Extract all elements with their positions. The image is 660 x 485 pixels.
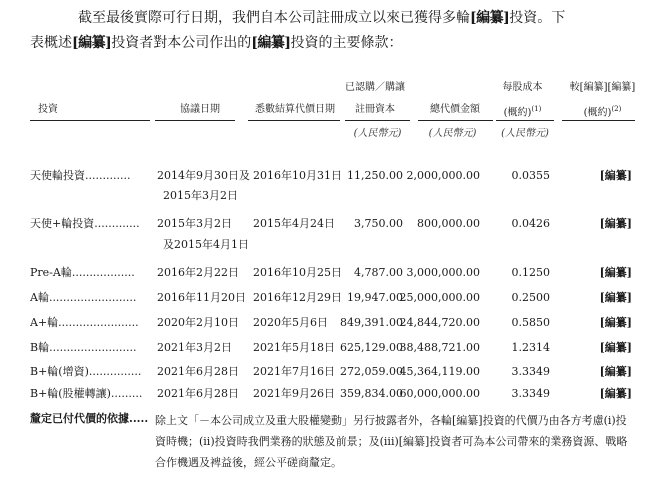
discount-redacted: [編纂] [599,387,632,400]
header-underline [345,120,410,121]
unit-label: (人民幣元) [428,128,477,139]
agreement-date: 2021年6月28日 [157,365,239,378]
registered-capital: 4,787.00 [354,266,403,279]
settlement-date: 2021年5月18日 [253,341,335,354]
intro-paragraph [30,6,650,56]
header-underline [30,120,150,121]
cost-per-share: 0.0426 [511,217,550,230]
total-consideration: 25,000,000.00 [399,291,480,304]
header-line: (概約) [503,107,532,119]
unit-label: (人民幣元) [501,128,549,139]
registered-capital: 11,250.00 [347,169,403,182]
registered-capital: 272,059.00 [340,365,403,378]
total-consideration: 800,000.00 [417,217,480,230]
round-name: 天使輪投資............. [30,169,131,182]
registered-capital: 625,129.00 [340,341,403,354]
footnote-ref: (2) [611,105,622,113]
discount-redacted: [編纂] [599,341,632,354]
settlement-date: 2015年4月24日 [253,217,335,230]
header-line: 註冊資本 [355,104,395,115]
header-underline [418,120,493,121]
round-name: A輪......................... [30,291,137,304]
header-line: 較[編纂][編纂] [569,82,636,93]
header-line: 已認購／購讓 [345,82,405,93]
agreement-date: 2016年11月20日 [157,291,246,304]
intro-text: 投資者對本公司作出的 [111,35,252,51]
settlement-date: 2016年12月29日 [253,291,342,304]
intro-text: 截至最後實際可行日期，我們自本公司註冊成立以來已獲得多輪 [78,10,470,26]
total-consideration: 45,364,119.00 [399,365,480,378]
header-registered-capital [340,80,410,117]
header-agreement-date: 協議日期 [180,104,220,115]
total-consideration: 60,000,000.00 [399,387,480,400]
header-underline [155,120,235,121]
unit-label: (人民幣元) [353,128,402,139]
round-name: B+輪(增資)............... [30,365,142,378]
round-name: Pre-A輪.................. [30,266,135,279]
cost-per-share: 3.3349 [511,387,550,400]
total-consideration: 38,488,721.00 [399,341,480,354]
discount-redacted: [編纂] [599,291,632,304]
discount-redacted: [編纂] [599,217,632,230]
round-name: B+輪(股權轉讓)......... [30,387,143,400]
header-line: 每股成本 [502,82,543,93]
header-underline [248,120,340,121]
agreement-date: 2021年6月28日 [157,387,239,400]
redacted-mark: [編纂] [251,35,291,51]
registered-capital: 19,947.00 [347,291,403,304]
header-total-consideration: 總代價金額 [430,104,480,115]
discount-redacted: [編纂] [599,365,632,378]
registered-capital: 359,834.00 [340,387,403,400]
intro-text: 表概述 [30,35,72,51]
agreement-date: 2015年3月2日 [157,217,232,230]
basis-text: 除上文「－本公司成立及重大股權變動」另行披露者外，各輪[編纂]投資的代價乃由各方考慮(i)投資時機；(ii)投資時我們業務的狀態及前景；及(iii)[編纂]投資者可為本公司帶來的業務資源、戰略合作機遇及裨益後，經公平磋商釐定。 [155,414,628,469]
header-settlement-date: 悉數結算代價日期 [255,104,335,115]
round-name: 天使+輪投資............. [30,217,140,230]
header-cost-per-share [490,80,555,120]
basis-label: 釐定已付代價的依據..... [30,412,149,425]
registered-capital: 3,750.00 [354,217,403,230]
footnote-ref: (1) [531,105,542,113]
round-name: B輪......................... [30,341,137,354]
redacted-mark: [編纂] [72,35,112,51]
agreement-date: 2014年9月30日及 [157,169,250,182]
settlement-date: 2016年10月25日 [253,266,342,279]
total-consideration: 3,000,000.00 [406,266,480,279]
header-line: (概約) [583,107,612,119]
cost-per-share: 0.0355 [511,169,550,182]
cost-per-share: 0.1250 [511,266,550,279]
discount-redacted: [編纂] [599,169,632,182]
total-consideration: 2,000,000.00 [406,169,480,182]
agreement-date-2: 2015年3月2日 [163,189,238,202]
registered-capital: 849,391.00 [340,316,403,329]
discount-redacted: [編纂] [599,266,632,279]
header-underline [496,120,554,121]
discount-redacted: [編纂] [599,316,632,329]
round-name: A+輪....................... [30,316,139,329]
settlement-date: 2016年10月31日 [253,169,342,182]
header-underline [562,120,635,121]
cost-per-share: 0.2500 [511,291,550,304]
intro-text: 投資。下 [509,10,566,26]
header-discount [565,80,640,120]
agreement-date: 2016年2月22日 [157,266,239,279]
total-consideration: 24,844,720.00 [399,316,480,329]
settlement-date: 2021年9月26日 [253,387,335,400]
cost-per-share: 1.2314 [511,341,550,354]
agreement-date: 2020年2月10日 [157,316,239,329]
agreement-date-2: 及2015年4月1日 [163,238,249,251]
settlement-date: 2020年5月6日 [253,316,328,329]
cost-per-share: 3.3349 [511,365,550,378]
header-investment: 投資 [38,104,58,115]
agreement-date: 2021年3月2日 [157,341,232,354]
intro-line-2 [30,31,650,56]
settlement-date: 2021年7月16日 [253,365,335,378]
cost-per-share: 0.5850 [511,316,550,329]
intro-text: 投資的主要條款： [290,35,403,51]
redacted-mark: [編纂] [470,10,510,26]
intro-line-1 [30,6,650,31]
